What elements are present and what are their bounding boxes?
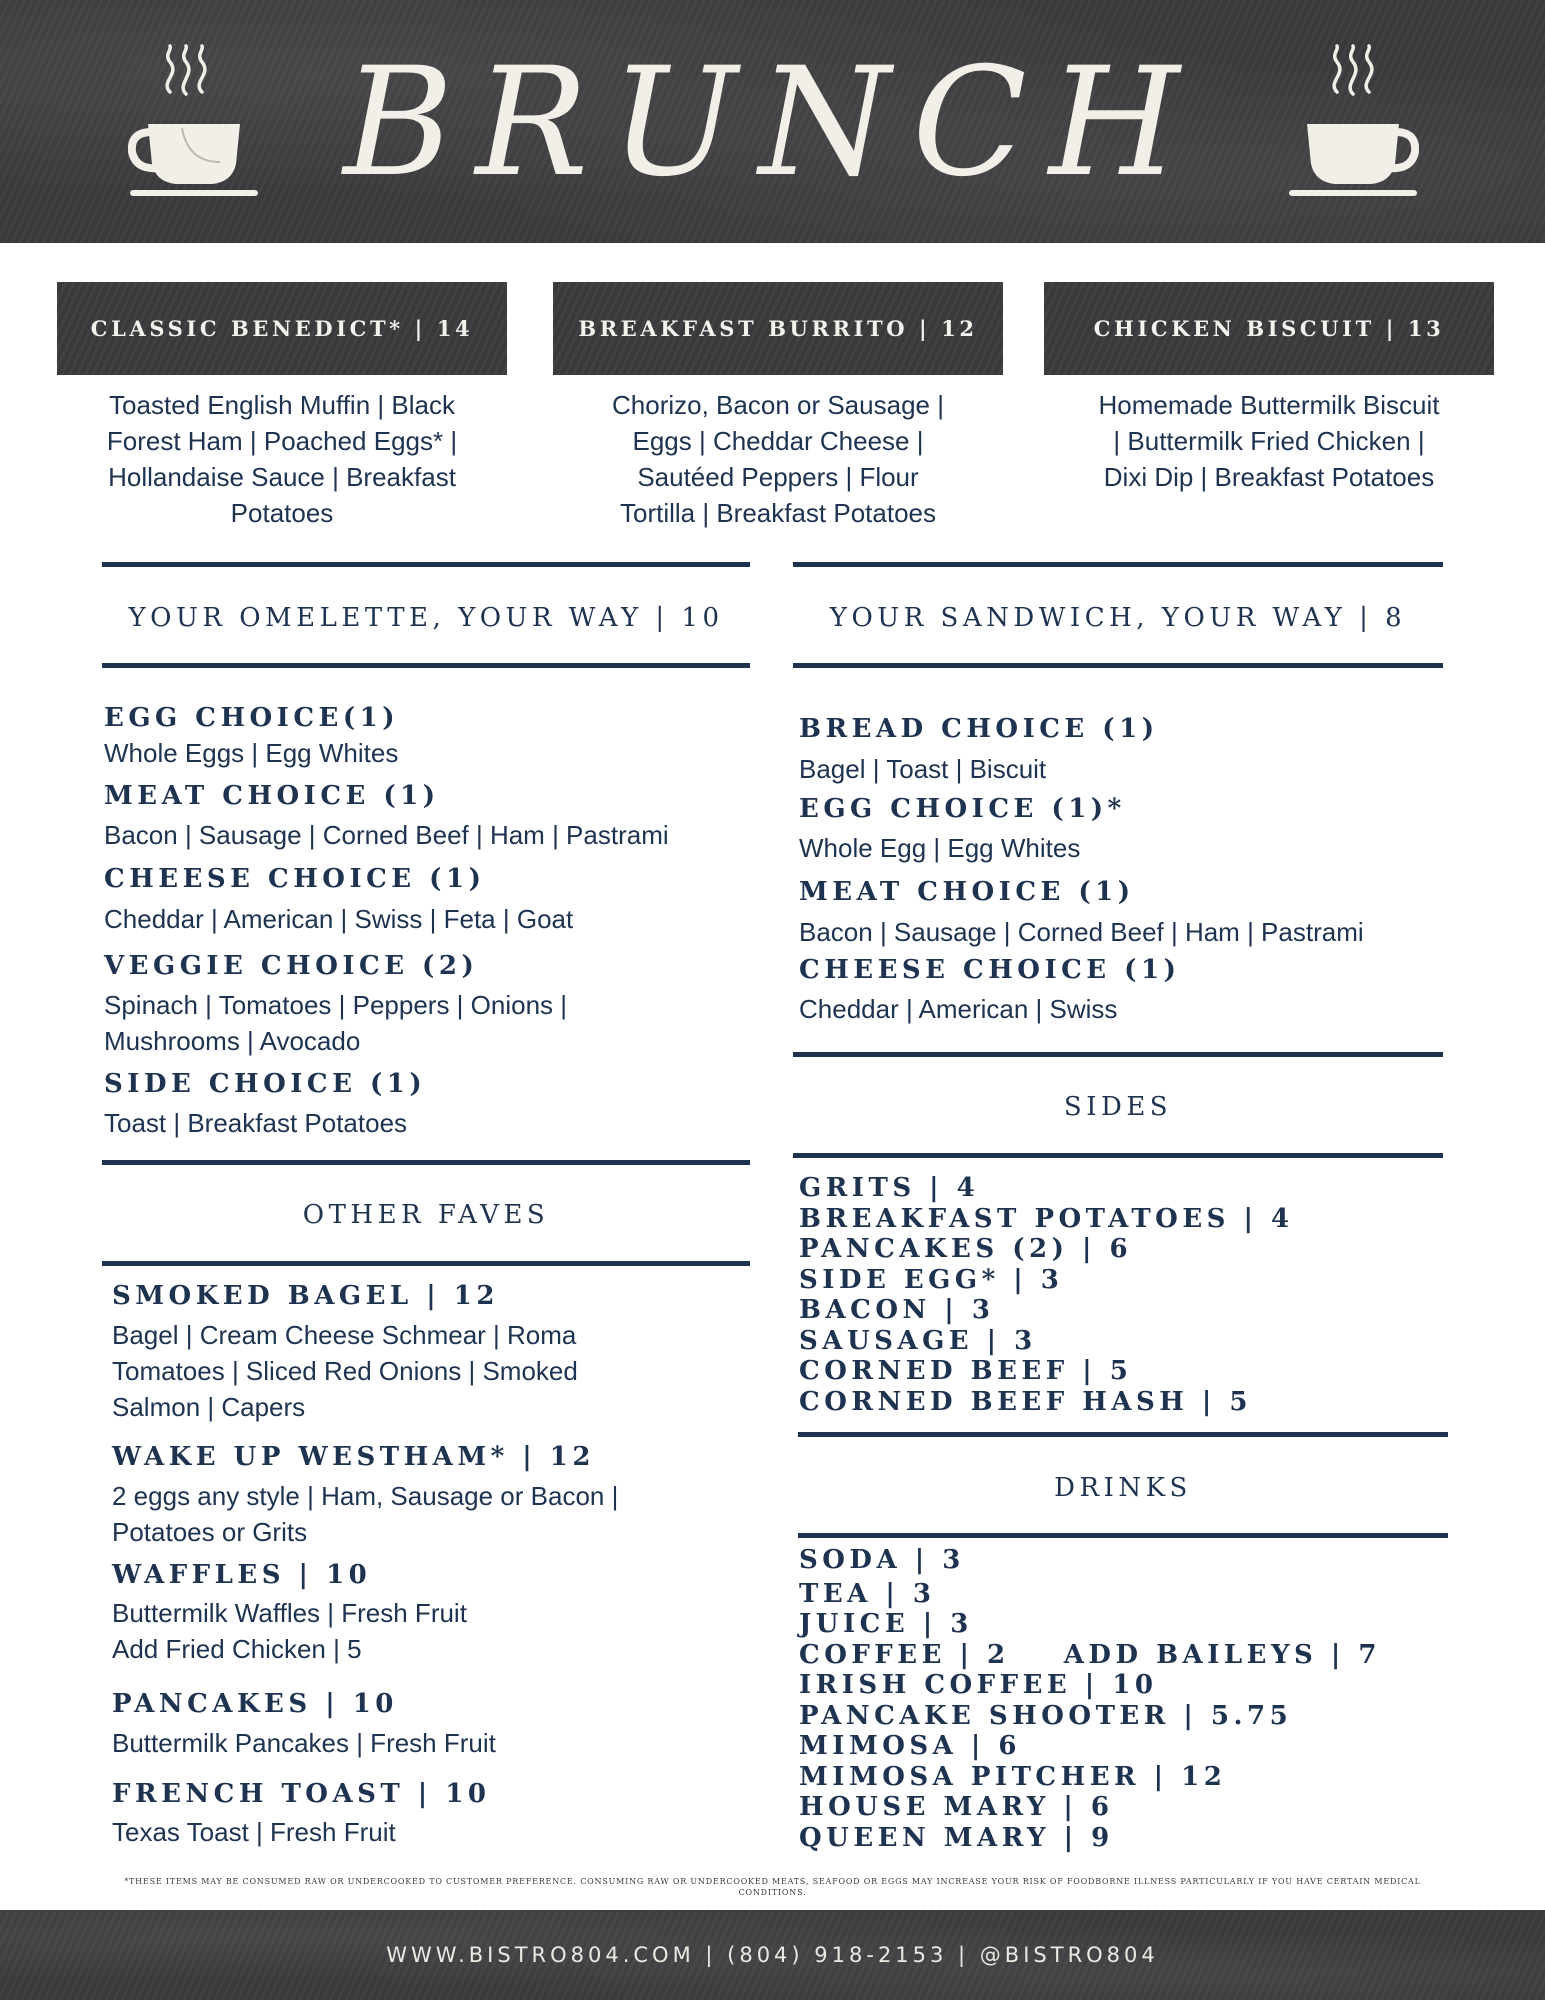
sandwich-cheese-options: Cheddar | American | Swiss: [799, 994, 1118, 1024]
food-safety-disclaimer: *THESE ITEMS MAY BE CONSUMED RAW OR UNDERCOOKED TO CUSTOMER PREFERENCE. CONSUMING RAW OR UNDERCOOKED MEATS, SEAFOOD OR EGGS MAY INCREASE YOUR RISK OF FOODBORNE ILLNESS PARTICULARLY IF YOU HAVE CERTAIN MEDICAL CONDITIONS.: [124, 1877, 1421, 1897]
divider: [793, 562, 1443, 567]
feature-classic-benedict: [57, 282, 507, 531]
sandwich-meat-heading: MEAT CHOICE (1): [799, 877, 1135, 907]
omelette-veggie-heading: VEGGIE CHOICE (2): [104, 951, 479, 981]
list-item: MIMOSA | 6: [799, 1731, 1021, 1761]
fave-pancakes-heading: PANCAKES | 10: [112, 1689, 398, 1719]
list-item: PANCAKE SHOOTER | 5.75: [799, 1700, 1293, 1731]
omelette-egg-options: Whole Eggs | Egg Whites: [104, 738, 399, 768]
feature-title: BREAKFAST BURRITO | 12: [553, 282, 1003, 375]
omelette-side-heading: SIDE CHOICE (1): [104, 1069, 427, 1099]
divider: [102, 1261, 750, 1266]
list-item: SODA | 3: [799, 1545, 965, 1575]
section-title-sides: SIDES: [1063, 1092, 1173, 1122]
divider: [102, 663, 750, 668]
fave-wake-up-westham-desc-2: Potatoes or Grits: [112, 1517, 308, 1547]
sandwich-egg-heading: EGG CHOICE (1)*: [799, 794, 1126, 824]
menu-title: BRUNCH: [343, 36, 1202, 210]
fave-waffles-desc-2: Add Fried Chicken | 5: [112, 1634, 362, 1664]
list-item: BACON | 3: [799, 1295, 995, 1325]
feature-breakfast-burrito: [553, 282, 1003, 531]
feature-title: CLASSIC BENEDICT* | 14: [57, 282, 507, 375]
fave-waffles-heading: WAFFLES | 10: [112, 1560, 372, 1590]
section-title-omelette: YOUR OMELETTE, YOUR WAY | 10: [128, 603, 724, 633]
fave-waffles-desc: Buttermilk Waffles | Fresh Fruit: [112, 1598, 467, 1628]
list-item: IRISH COFFEE | 10: [799, 1670, 1158, 1700]
fave-french-toast-heading: FRENCH TOAST | 10: [112, 1779, 491, 1809]
divider: [102, 1160, 750, 1165]
fave-smoked-bagel-desc-3: Salmon | Capers: [112, 1392, 306, 1422]
list-item: SAUSAGE | 3: [799, 1325, 1037, 1356]
footer-contact: WWW.BISTRO804.COM | (804) 918-2153 | @BISTRO804: [386, 1943, 1159, 1967]
feature-description: Homemade Buttermilk Biscuit | Buttermilk Fried Chicken | Dixi Dip | Breakfast Potatoes: [1098, 390, 1440, 492]
list-item: COFFEE | 2 ADD BAILEYS | 7: [799, 1639, 1381, 1670]
divider: [798, 1533, 1448, 1538]
divider: [793, 663, 1443, 668]
list-item: TEA | 3: [799, 1578, 936, 1609]
list-item: HOUSE MARY | 6: [799, 1792, 1114, 1822]
divider: [793, 1052, 1443, 1057]
list-item: SIDE EGG* | 3: [799, 1264, 1064, 1295]
list-item: CORNED BEEF HASH | 5: [799, 1386, 1252, 1417]
sandwich-bread-options: Bagel | Toast | Biscuit: [799, 754, 1047, 784]
list-item: PANCAKES (2) | 6: [799, 1234, 1133, 1264]
feature-description: Toasted English Muffin | Black Forest Ham | Poached Eggs* | Hollandaise Sauce | Breakfast Potatoes: [106, 390, 458, 528]
sandwich-egg-options: Whole Egg | Egg Whites: [799, 833, 1081, 863]
coffee-cup-icon: [128, 44, 260, 200]
divider: [102, 562, 750, 567]
section-title-sandwich: YOUR SANDWICH, YOUR WAY | 8: [829, 603, 1407, 633]
drinks-list: [799, 1545, 1381, 1853]
fave-pancakes-desc: Buttermilk Pancakes | Fresh Fruit: [112, 1728, 496, 1758]
omelette-veggie-options: Spinach | Tomatoes | Peppers | Onions |: [104, 990, 568, 1020]
list-item: BREAKFAST POTATOES | 4: [799, 1203, 1294, 1234]
omelette-egg-heading: EGG CHOICE(1): [104, 703, 400, 733]
divider: [793, 1153, 1443, 1158]
sandwich-meat-options: Bacon | Sausage | Corned Beef | Ham | Pastrami: [799, 917, 1364, 947]
fave-wake-up-westham-desc: 2 eggs any style | Ham, Sausage or Bacon |: [112, 1481, 619, 1511]
list-item: JUICE | 3: [799, 1609, 973, 1639]
fave-wake-up-westham-heading: WAKE UP WESTHAM* | 12: [112, 1442, 595, 1472]
fave-smoked-bagel-desc: Bagel | Cream Cheese Schmear | Roma: [112, 1320, 577, 1350]
fave-french-toast-desc: Texas Toast | Fresh Fruit: [112, 1817, 396, 1847]
sides-list: [799, 1173, 1294, 1417]
omelette-side-options: Toast | Breakfast Potatoes: [104, 1108, 408, 1138]
divider: [798, 1432, 1448, 1437]
omelette-veggie-options-2: Mushrooms | Avocado: [104, 1026, 361, 1056]
feature-title: CHICKEN BISCUIT | 13: [1044, 282, 1494, 375]
omelette-cheese-heading: CHEESE CHOICE (1): [104, 864, 486, 894]
section-title-drinks: DRINKS: [1054, 1473, 1192, 1503]
sandwich-bread-heading: BREAD CHOICE (1): [799, 714, 1159, 744]
coffee-cup-icon: [1287, 44, 1419, 200]
section-title-other-faves: OTHER FAVES: [302, 1200, 550, 1230]
feature-chicken-biscuit: [1044, 282, 1494, 495]
list-item: GRITS | 4: [799, 1173, 980, 1203]
fave-smoked-bagel-desc-2: Tomatoes | Sliced Red Onions | Smoked: [112, 1356, 578, 1386]
omelette-cheese-options: Cheddar | American | Swiss | Feta | Goat: [104, 904, 574, 934]
list-item: MIMOSA PITCHER | 12: [799, 1761, 1227, 1792]
list-item: QUEEN MARY | 9: [799, 1822, 1114, 1853]
omelette-meat-heading: MEAT CHOICE (1): [104, 781, 440, 811]
omelette-meat-options: Bacon | Sausage | Corned Beef | Ham | Pastrami: [104, 820, 669, 850]
fave-smoked-bagel-heading: SMOKED BAGEL | 12: [112, 1281, 499, 1311]
feature-description: Chorizo, Bacon or Sausage | Eggs | Cheddar Cheese | Sautéed Peppers | Flour Tortilla | Breakfast Potatoes: [612, 390, 944, 528]
sandwich-cheese-heading: CHEESE CHOICE (1): [799, 955, 1181, 985]
list-item: CORNED BEEF | 5: [799, 1356, 1133, 1386]
